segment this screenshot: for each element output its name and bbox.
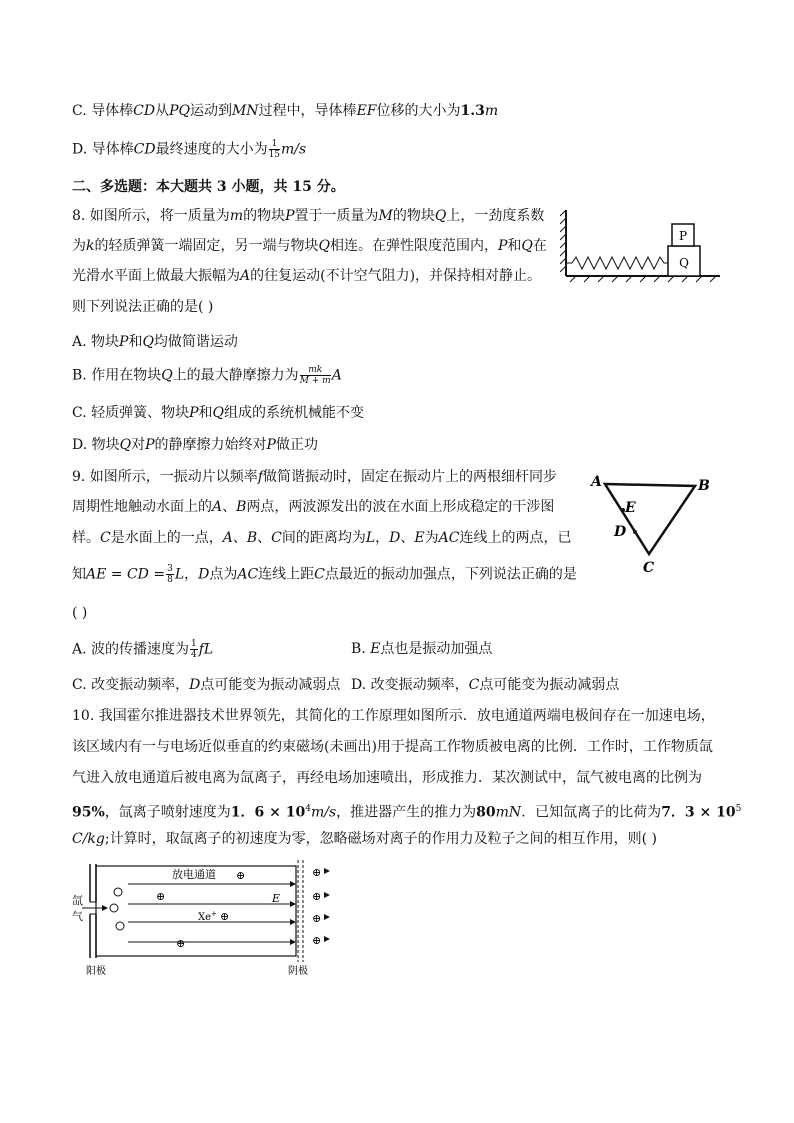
q9-option-b: B. E点也是振动加强点 <box>351 641 493 657</box>
gas-label-1: 氙 <box>72 894 83 907</box>
label-d: D <box>614 524 627 540</box>
ion-label: Xe+ <box>198 910 217 923</box>
ions-out <box>312 866 321 947</box>
svg-text:⊕: ⊕ <box>176 937 186 950</box>
q10-line-1: 10. 我国霍尔推进器技术世界领先，其简化的工作原理如图所示．放电通道两端电极间存在一加速电场， <box>72 708 715 724</box>
q9-option-c: C. 改变振动频率，D点可能变为振动减弱点 <box>72 677 341 693</box>
neutral-atoms <box>110 888 124 930</box>
q9-line-3: 样。C是水面上的一点，A、B、C间的距离均为L，D、E为AC连线上的两点，已 <box>72 530 572 546</box>
svg-text:⊕: ⊕ <box>220 910 230 923</box>
svg-text:⊕: ⊕ <box>312 912 322 925</box>
q9-option-d: D. 改变振动频率，C点可能变为振动减弱点 <box>351 677 620 693</box>
label-b: B <box>698 478 710 494</box>
svg-text:⊕: ⊕ <box>312 934 322 947</box>
svg-text:⊕: ⊕ <box>312 866 322 879</box>
label-p: P <box>678 229 688 243</box>
q10-line-5: C/kg;计算时，取氙离子的初速度为零，忽略磁场对离子的作用力及粒子之间的相互作用，则( ) <box>72 831 657 847</box>
q10-line-4: 95%，氙离子喷射速度为1．$6 \times 10^4m/s$，推进器产生的推力为80mN．已知氙离子的比荷为7．$3 \times 10^5$ <box>72 804 742 821</box>
cathode-label: 阴极 <box>288 966 308 977</box>
ions <box>156 869 245 950</box>
q10-line-2: 该区域内有一与电场近似垂直的约束磁场(未画出)用于提高工作物质被电离的比例．工作时，工作物质氙 <box>72 739 713 755</box>
triangle <box>605 484 695 554</box>
triangle-figure <box>585 470 715 580</box>
svg-text:⊕: ⊕ <box>312 890 322 903</box>
q10-line-3: 气进入放电通道后被电离为氙离子，再经电场加速喷出，形成推力．某次测试中，氙气被电离的比例为 <box>72 770 702 786</box>
q8-option-d: D. 物块Q对P的静摩擦力始终对P做正功 <box>72 437 318 453</box>
section-title: 二、多选题：本大题共 3 小题，共 15 分。 <box>72 179 345 195</box>
label-q: Q <box>679 256 689 270</box>
hall-thruster-figure <box>72 858 342 978</box>
q7-option-d: D. 导体棒CD最终速度的大小为 $\frac{1}{15}$ m/s <box>72 139 307 160</box>
q8-line-3: 光滑水平面上做最大振幅为A的往复运动(不计空气阻力)，并保持相对静止。 <box>72 268 542 284</box>
q7-option-c: C. 导体棒CD从PQ运动到MN过程中，导体棒EF位移的大小为1.3m <box>72 103 499 119</box>
q8-line-2: 为k的轻质弹簧一端固定，另一端与物块Q相连。在弹性限度范围内，P和Q在 <box>72 238 547 254</box>
channel-label: 放电通道 <box>172 868 216 881</box>
svg-text:⊕: ⊕ <box>236 869 246 882</box>
q9-line-1: 9. 如图所示，一振动片以频率f做简谐振动时，固定在振动片上的两根细杆同步 <box>72 469 557 485</box>
spring-block-figure <box>560 206 725 288</box>
field-label: E <box>272 892 281 905</box>
spring <box>566 257 668 269</box>
label-c: C <box>643 560 655 576</box>
fraction: $\frac{mk}{M + m}$ <box>299 365 331 386</box>
q9-line-2: 周期性地触动水面上的A、B两点，两波源发出的波在水面上形成稳定的干涉图 <box>72 499 555 515</box>
fraction: $\frac{1}{4}$ <box>191 639 197 660</box>
fraction: $\frac{1}{15}$ <box>268 139 281 160</box>
q9-option-a: A. 波的传播速度为 $\frac{1}{4}$ fL <box>72 639 214 660</box>
q9-line-5: ( ) <box>72 605 88 621</box>
svg-text:⊕: ⊕ <box>156 890 166 903</box>
q8-line-1: 8. 如图所示，将一质量为m的物块P置于一质量为M的物块Q上，一劲度系数 <box>72 208 545 224</box>
q8-option-b: B. 作用在物块Q上的最大静摩擦力为 $\frac{mk}{M + m}$ A <box>72 365 342 386</box>
label-a: A <box>591 474 602 490</box>
label-e: E <box>625 500 636 516</box>
q9-line-4: 知AE = CD = $\frac{3}{8}$ L，D点为AC连线上距C点最近的振动加强点，下列说法正确的是 <box>72 564 577 585</box>
anode-label: 阳极 <box>86 966 106 977</box>
q8-option-a: A. 物块P和Q均做简谐运动 <box>72 334 238 350</box>
q8-option-c: C. 轻质弹簧、物块P和Q组成的系统机械能不变 <box>72 405 365 421</box>
q8-line-4: 则下列说法正确的是( ) <box>72 299 214 315</box>
gas-label-2: 气 <box>72 910 83 923</box>
fraction: $\frac{3}{8}$ <box>167 564 173 585</box>
point-d <box>633 530 637 534</box>
